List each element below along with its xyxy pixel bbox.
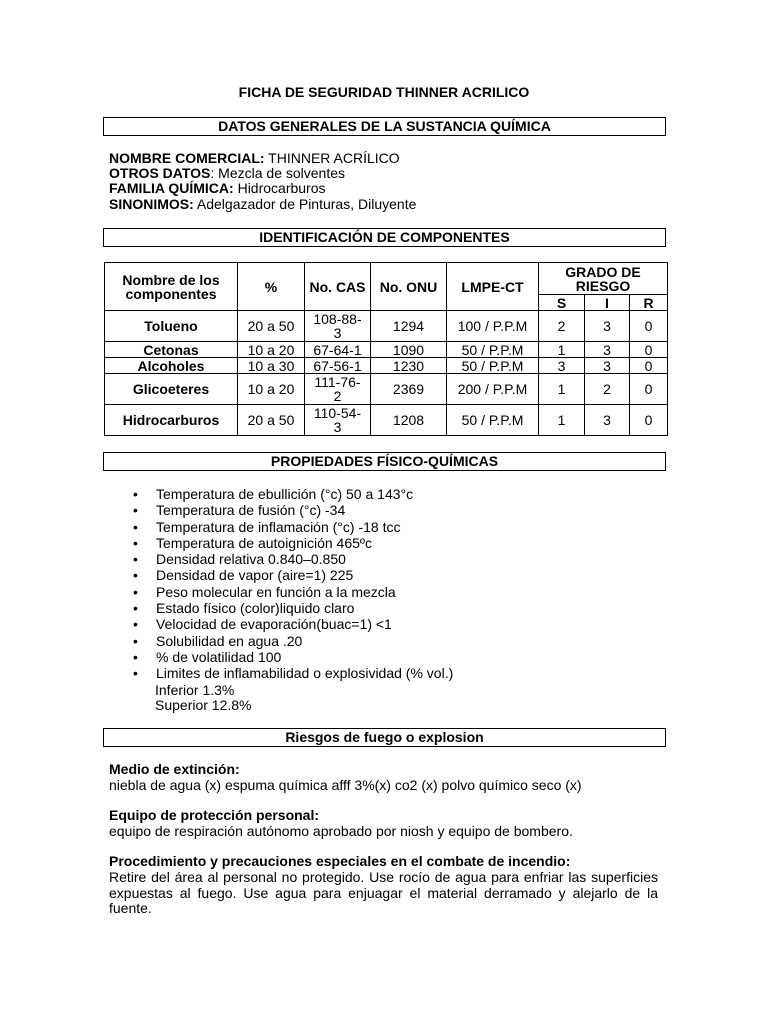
list-item [133,567,453,583]
sinonimos-label: SINONIMOS: [109,196,194,212]
familia-label: FAMILIA QUÍMICA: [109,180,234,196]
bullet-icon: • [133,567,138,584]
cell-pct: 10 a 30 [238,358,305,374]
cell-s: 1 [539,405,585,436]
cell-name: Hidrocarburos [105,405,238,436]
limit-superior: Superior 12.8% [155,697,252,713]
header-pct: % [238,263,305,311]
property-text: Estado físico (color)liquido claro [156,600,355,617]
header-lmpe: LMPE-CT [447,263,539,311]
cell-r: 0 [630,374,668,405]
list-item [133,600,453,616]
cell-i: 3 [585,311,630,342]
cell-onu: 1294 [371,311,447,342]
bullet-icon: • [133,486,138,502]
equipo-title: Equipo de protección personal: [109,807,320,823]
general-familia [109,181,326,197]
properties-list [133,486,453,682]
property-text: Temperatura de autoignición 465ºc [156,534,373,551]
bullet-icon: • [133,534,138,551]
medio-extincion-title [109,762,658,778]
cell-pct: 10 a 20 [238,342,305,358]
bullet-icon: • [133,632,138,649]
property-text: Temperatura de fusión (°c) -34 [156,502,346,519]
otros-label: OTROS DATOS [109,165,211,181]
document-title: FICHA DE SEGURIDAD THINNER ACRILICO [238,84,530,100]
list-item [133,502,453,518]
property-text: Solubilidad en agua .20 [156,632,303,649]
bullet-icon: • [133,616,138,633]
property-text: % de volatilidad 100 [156,648,282,665]
property-text: Temperatura de ebullición (°c) 50 a 143°c [156,486,414,502]
otros-value: : Mezcla de solventes [210,165,346,181]
cell-r: 0 [630,342,668,358]
nombre-label: NOMBRE COMERCIAL: [109,150,265,166]
list-item [133,584,453,600]
cell-onu: 1208 [371,405,447,436]
property-text: Peso molecular en función a la mezcla [156,583,396,600]
cell-i: 3 [585,342,630,358]
proc-title: Procedimiento y precauciones especiales en el combate de incendio: [109,853,571,869]
property-text: Limites de inflamabilidad o explosividad (% vol.) [156,665,454,682]
medio-extincion-text: niebla de agua (x) espuma química afff 3%(x) co2 (x) polvo químico seco (x) [109,777,582,793]
familia-value: Hidrocarburos [233,180,326,196]
cell-onu: 1090 [371,342,447,358]
cell-lmpe: 200 / P.P.M [447,374,539,405]
header-cas: No. CAS [305,263,371,311]
section-fire-header: Riesgos de fuego o explosion [103,728,666,747]
cell-s: 2 [539,311,585,342]
header-onu: No. ONU [371,263,447,311]
bullet-icon: • [133,665,138,682]
list-item [133,633,453,649]
bullet-icon: • [133,502,138,519]
header-grado: GRADO DE RIESGO [539,263,668,295]
table-row [105,311,668,342]
header-r: R [630,295,668,311]
cell-onu: 1230 [371,358,447,374]
cell-pct: 10 a 20 [238,374,305,405]
cell-onu: 2369 [371,374,447,405]
cell-name: Glicoeteres [105,374,238,405]
list-item [133,535,453,551]
nombre-value: THINNER ACRÍLICO [264,150,400,166]
bullet-icon: • [133,600,138,617]
cell-cas: 111-76-2 [305,374,371,405]
cell-cas: 110-54-3 [305,405,371,436]
section-components-header: IDENTIFICACIÓN DE COMPONENTES [103,228,666,247]
equipo-proteccion-title [109,808,658,824]
bullet-icon: • [133,583,138,600]
components-table [104,262,668,436]
list-item [133,649,453,665]
list-item [133,551,453,567]
cell-r: 0 [630,405,668,436]
general-sinonimos [109,197,416,213]
property-text: Densidad de vapor (aire=1) 225 [156,567,354,584]
cell-pct: 20 a 50 [238,405,305,436]
header-i: I [585,295,630,311]
medio-title: Medio de extinción: [109,761,240,777]
cell-name: Alcoholes [105,358,238,374]
table-row [105,374,668,405]
bullet-icon: • [133,551,138,568]
property-text: Temperatura de inflamación (°c) -18 tcc [156,518,401,535]
cell-s: 1 [539,374,585,405]
cell-cas: 108-88-3 [305,311,371,342]
list-item [133,665,453,681]
table-row [105,342,668,358]
cell-i: 3 [585,358,630,374]
bullet-icon: • [133,518,138,535]
cell-i: 2 [585,374,630,405]
equipo-proteccion-text: equipo de respiración autónomo aprobado por niosh y equipo de bombero. [109,823,573,839]
cell-r: 0 [630,311,668,342]
header-s: S [539,295,585,311]
sinonimos-value: Adelgazador de Pinturas, Diluyente [193,196,417,212]
cell-name: Tolueno [105,311,238,342]
cell-cas: 67-64-1 [305,342,371,358]
cell-pct: 20 a 50 [238,311,305,342]
cell-s: 3 [539,358,585,374]
list-item [133,616,453,632]
limit-inferior: Inferior 1.3% [155,682,235,698]
property-text: Densidad relativa 0.840–0.850 [156,551,346,568]
procedimiento-title [109,854,658,870]
cell-lmpe: 100 / P.P.M [447,311,539,342]
property-text: Velocidad de evaporación(buac=1) <1 [156,616,392,633]
table-row [105,405,668,436]
section-general-header: DATOS GENERALES DE LA SUSTANCIA QUÍMICA [103,117,666,136]
cell-lmpe: 50 / P.P.M [447,342,539,358]
cell-s: 1 [539,342,585,358]
cell-name: Cetonas [105,342,238,358]
cell-r: 0 [630,358,668,374]
section-properties-header: PROPIEDADES FÍSICO-QUÍMICAS [103,452,666,471]
cell-i: 3 [585,405,630,436]
cell-lmpe: 50 / P.P.M [447,358,539,374]
list-item [133,519,453,535]
header-name: Nombre de los componentes [105,263,238,311]
bullet-icon: • [133,648,138,665]
procedimiento-text: Retire del área al personal no protegido. Use rocío de agua para enfriar las superficies expuestas al fuego. Use agua para enjuagar el material derramado y alejarlo de la fuente. [109,869,658,916]
cell-cas: 67-56-1 [305,358,371,374]
table-row [105,358,668,374]
cell-lmpe: 50 / P.P.M [447,405,539,436]
list-item [133,486,453,502]
